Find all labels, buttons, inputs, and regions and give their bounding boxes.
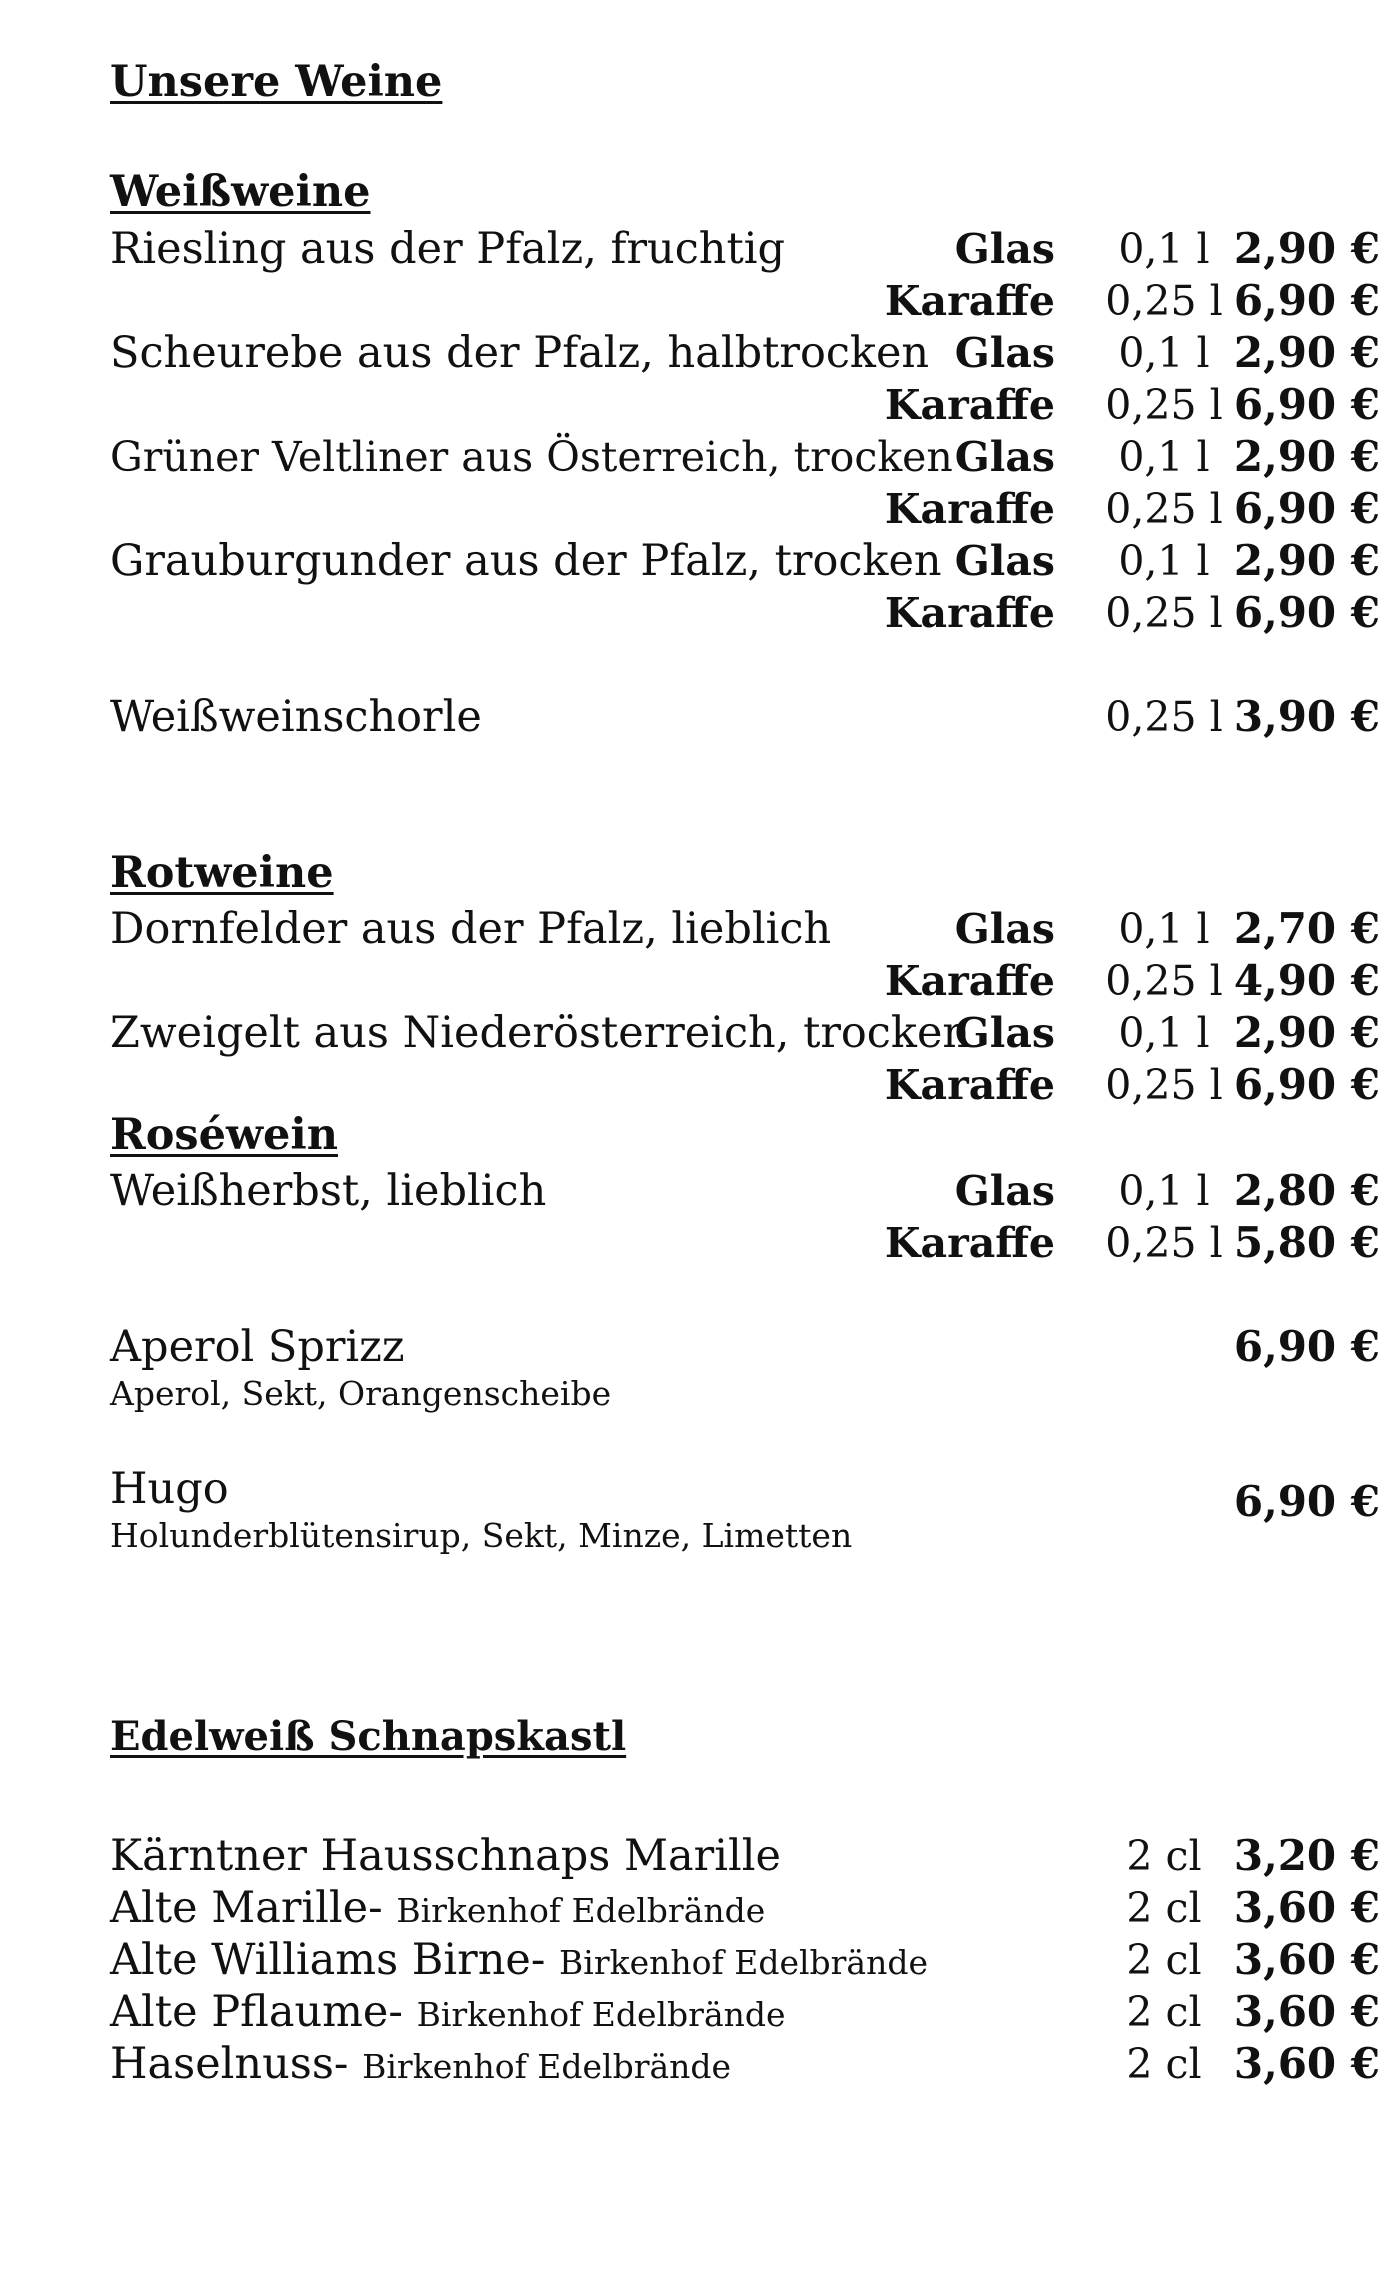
serving-label: Glas — [954, 433, 1055, 481]
volume: 0,25 l — [1105, 485, 1223, 533]
price: 6,90 € — [1233, 1322, 1380, 1371]
volume: 0,25 l — [1105, 693, 1223, 741]
menu-item-scheurebe-glas — [110, 327, 1380, 379]
volume: 0,1 l — [1118, 433, 1210, 481]
volume: 2 cl — [1126, 2040, 1202, 2088]
item-name — [110, 1830, 781, 1882]
item-name: Grüner Veltliner aus Österreich, trocken — [110, 433, 953, 481]
serving-label: Karaffe — [884, 381, 1055, 429]
price: 2,90 € — [1233, 536, 1380, 585]
item-description: Aperol, Sekt, Orangenscheibe — [110, 1374, 612, 1413]
volume: 0,1 l — [1118, 1009, 1210, 1057]
price: 6,90 € — [1233, 1477, 1380, 1526]
volume: 2 cl — [1126, 1988, 1202, 2036]
menu-item-veltliner-glas — [110, 431, 1380, 483]
item-title: Haselnuss- — [110, 2039, 349, 2089]
section-heading-schnaps: Edelweiß Schnapskastl — [110, 1713, 627, 1760]
item-name: Hugo — [110, 1464, 229, 1514]
serving-label: Karaffe — [884, 1061, 1055, 1109]
item-name — [110, 1882, 765, 1937]
serving-label: Glas — [954, 905, 1055, 953]
volume: 2 cl — [1126, 1884, 1202, 1932]
volume: 0,25 l — [1105, 1219, 1223, 1267]
price: 3,60 € — [1233, 2039, 1380, 2088]
price: 2,80 € — [1233, 1166, 1380, 1215]
volume: 0,1 l — [1118, 329, 1210, 377]
volume: 0,25 l — [1105, 957, 1223, 1005]
item-name: Dornfelder aus der Pfalz, lieblich — [110, 904, 832, 954]
serving-label: Glas — [954, 1009, 1055, 1057]
volume: 0,1 l — [1118, 905, 1210, 953]
wine-menu-page — [110, 0, 1380, 2291]
menu-item-grauburgunder-karaffe — [110, 587, 1380, 639]
menu-item-zweigelt-karaffe — [110, 1059, 1380, 1111]
price: 3,60 € — [1233, 1883, 1380, 1932]
item-name: Riesling aus der Pfalz, fruchtig — [110, 224, 786, 274]
section-heading-rotweine: Rotweine — [110, 848, 334, 898]
item-name: Weißweinschorle — [110, 692, 482, 742]
serving-label: Glas — [954, 225, 1055, 273]
price: 6,90 € — [1233, 1060, 1380, 1109]
menu-item-dornfelder-karaffe — [110, 955, 1380, 1007]
price: 2,90 € — [1233, 328, 1380, 377]
price: 6,90 € — [1233, 276, 1380, 325]
menu-item-riesling-karaffe — [110, 275, 1380, 327]
item-title: Kärntner Hausschnaps Marille — [110, 1831, 781, 1881]
page-title: Unsere Weine — [110, 57, 443, 107]
price: 2,70 € — [1233, 904, 1380, 953]
volume: 0,1 l — [1118, 537, 1210, 585]
item-name: Scheurebe aus der Pfalz, halbtrocken — [110, 328, 930, 378]
price: 2,90 € — [1233, 432, 1380, 481]
menu-item-aperol-sprizz — [110, 1321, 1380, 1373]
serving-label: Karaffe — [884, 277, 1055, 325]
item-name: Zweigelt aus Niederösterreich, trocken — [110, 1008, 971, 1058]
item-name: Weißherbst, lieblich — [110, 1166, 547, 1216]
price: 6,90 € — [1233, 484, 1380, 533]
volume: 0,1 l — [1118, 1167, 1210, 1215]
serving-label: Glas — [954, 1167, 1055, 1215]
item-description: Holunderblütensirup, Sekt, Minze, Limetten — [110, 1516, 853, 1555]
menu-item-veltliner-karaffe — [110, 483, 1380, 535]
serving-label: Karaffe — [884, 589, 1055, 637]
volume: 2 cl — [1126, 1832, 1202, 1880]
price: 6,90 € — [1233, 588, 1380, 637]
price: 5,80 € — [1233, 1218, 1380, 1267]
menu-item-weissweinschorle — [110, 691, 1380, 743]
menu-item-weissherbst-karaffe — [110, 1217, 1380, 1269]
menu-item-alte-williams-birne — [110, 1934, 1380, 1986]
item-title: Alte Marille- — [110, 1883, 383, 1933]
item-name: Grauburgunder aus der Pfalz, trocken — [110, 536, 942, 586]
item-title: Alte Williams Birne- — [110, 1935, 546, 1985]
serving-label: Glas — [954, 537, 1055, 585]
item-producer: Birkenhof Edelbrände — [416, 1995, 786, 2034]
menu-item-riesling-glas — [110, 223, 1380, 275]
item-name: Aperol Sprizz — [110, 1322, 405, 1372]
menu-item-scheurebe-karaffe — [110, 379, 1380, 431]
menu-item-alte-pflaume — [110, 1986, 1380, 2038]
volume: 0,25 l — [1105, 589, 1223, 637]
item-name — [110, 2038, 731, 2093]
price: 2,90 € — [1233, 1008, 1380, 1057]
price: 2,90 € — [1233, 224, 1380, 273]
item-producer: Birkenhof Edelbrände — [396, 1891, 766, 1930]
serving-label: Karaffe — [884, 1219, 1055, 1267]
serving-label: Karaffe — [884, 957, 1055, 1005]
menu-item-grauburgunder-glas — [110, 535, 1380, 587]
price: 6,90 € — [1233, 380, 1380, 429]
menu-item-alte-marille — [110, 1882, 1380, 1934]
item-producer: Birkenhof Edelbrände — [362, 2047, 732, 2086]
volume: 0,1 l — [1118, 225, 1210, 273]
menu-item-zweigelt-glas — [110, 1007, 1380, 1059]
menu-item-haselnuss — [110, 2038, 1380, 2090]
volume: 2 cl — [1126, 1936, 1202, 1984]
serving-label: Glas — [954, 329, 1055, 377]
section-heading-weissweine: Weißweine — [110, 167, 371, 217]
volume: 0,25 l — [1105, 1061, 1223, 1109]
price: 3,60 € — [1233, 1935, 1380, 1984]
price: 3,90 € — [1233, 692, 1380, 741]
price: 3,60 € — [1233, 1987, 1380, 2036]
item-title: Alte Pflaume- — [110, 1987, 403, 2037]
section-heading-rosewein: Roséwein — [110, 1110, 338, 1160]
menu-item-weissherbst-glas — [110, 1165, 1380, 1217]
volume: 0,25 l — [1105, 277, 1223, 325]
volume: 0,25 l — [1105, 381, 1223, 429]
menu-item-dornfelder-glas — [110, 903, 1380, 955]
menu-item-hausschnaps-marille — [110, 1830, 1380, 1882]
price: 3,20 € — [1233, 1831, 1380, 1880]
serving-label: Karaffe — [884, 485, 1055, 533]
item-name — [110, 1934, 928, 1989]
price: 4,90 € — [1233, 956, 1380, 1005]
item-name — [110, 1986, 786, 2041]
item-producer: Birkenhof Edelbrände — [559, 1943, 929, 1982]
